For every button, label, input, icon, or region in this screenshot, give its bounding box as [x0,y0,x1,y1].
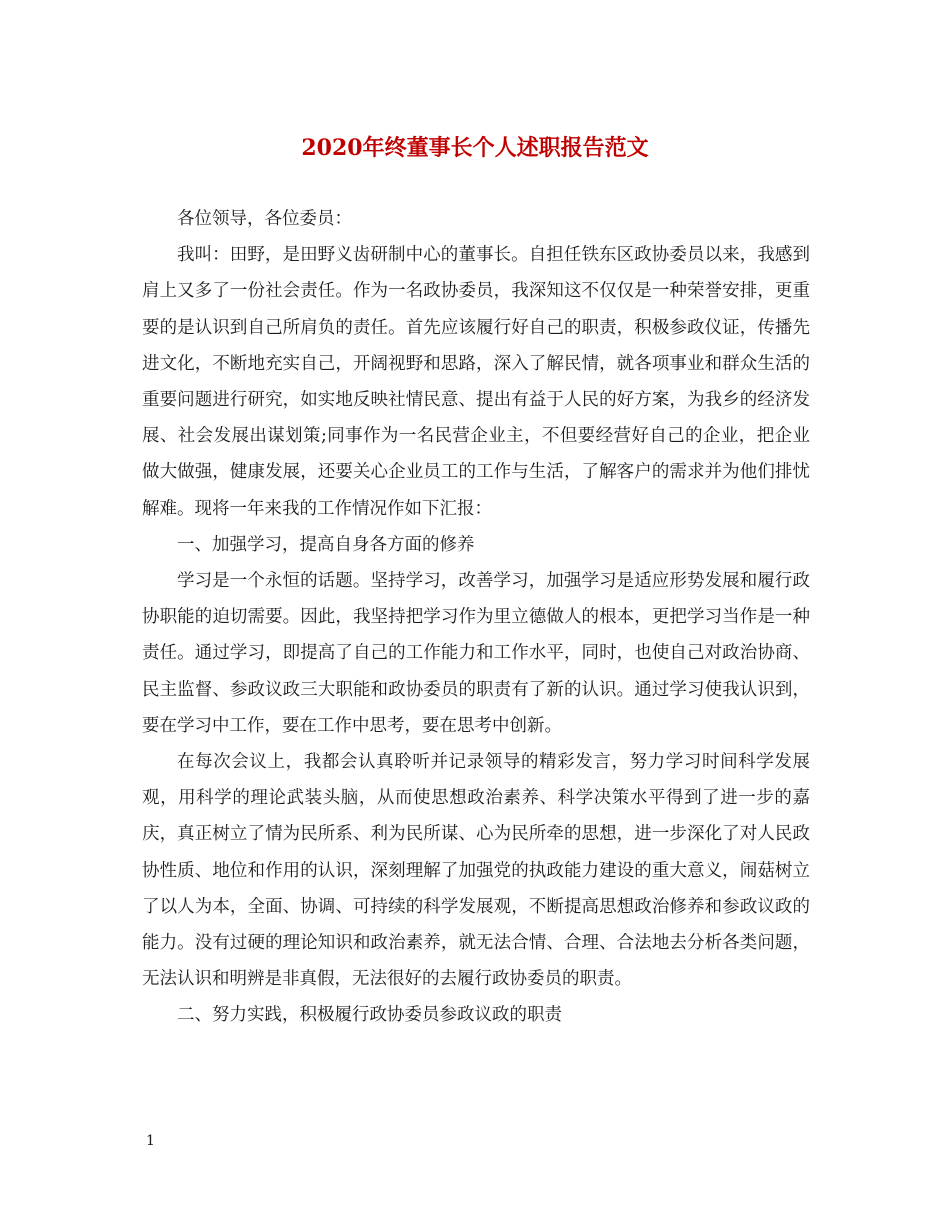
intro-paragraph: 我叫：田野，是田野义齿研制中心的董事长。自担任铁东区政协委员以来，我感到肩上又多了一份社会责任。作为一名政协委员，我深知这不仅仅是一种荣誉安排，更重要的是认识到自己所肩负的责任。首先应该履行好自己的职责，积极参政仪证，传播先进文化，不断地充实自己，开阔视野和思路，深入了解民情，就各项事业和群众生活的重要问题进行研究，如实地反映社情民意、提出有益于人民的好方案，为我乡的经济发展、社会发展出谋划策;同事作为一名民营企业主，不但要经营好自己的企业，把企业做大做强，健康发展，还要关心企业员工的工作与生活，了解客户的需求并为他们排忧解难。现将一年来我的工作情况作如下汇报： [142,245,810,519]
page-number: 1 [146,1133,155,1149]
body-paragraph: 学习是一个永恒的话题。坚持学习，改善学习，加强学习是适应形势发展和履行政协职能的迫切需要。因此，我坚持把学习作为里立德做人的根本，更把学习当作是一种责任。通过学习，即提高了自己的工作能力和工作水平，同时，也使自己对政治协商、民主监督、参政议政三大职能和政协委员的职责有了新的认识。通过学习使我认识到，要在学习中工作，要在工作中思考，要在思考中创新。 [142,571,810,736]
salutation-paragraph: 各位领导，各位委员： [177,209,352,229]
section-heading-1: 一、加强学习，提高自身各方面的修养 [177,534,475,555]
section-heading-2: 二、努力实践，积极履行政协委员参政议政的职责 [177,1005,562,1026]
body-paragraph: 在每次会议上，我都会认真聆听并记录领导的精彩发言，努力学习时间科学发展观，用科学的理论武装头脑，从而使思想政治素养、科学决策水平得到了进一步的嘉庆，真正树立了情为民所系、利为民所谋、心为民所牵的思想，进一步深化了对人民政协性质、地位和作用的认识，深刻理解了加强党的执政能力建设的重大意义，闹菇树立了以人为本，全面、协调、可持续的科学发展观，不断提高思想政治修养和参政议政的能力。没有过硬的理论知识和政治素养，就无法合情、合理、合法地去分析各类问题，无法认识和明辨是非真假，无法很好的去履行政协委员的职责。 [142,752,810,990]
document-title: 2020年终董事长个人述职报告范文 [301,135,649,161]
document-body [142,201,810,1034]
